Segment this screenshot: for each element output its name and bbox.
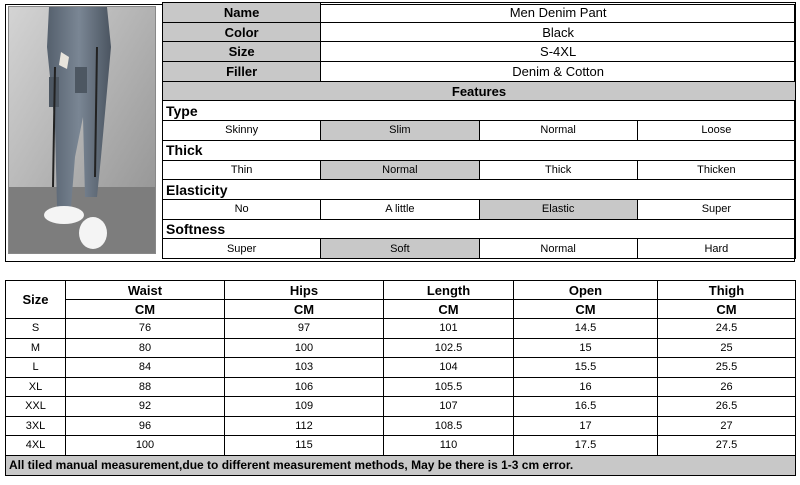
measurement-cell: 84 [66,358,225,378]
size-row [6,397,796,417]
measurement-cell: 26 [658,377,796,397]
measurement-cell: 76 [66,319,225,339]
unit-label: CM [384,300,514,319]
measurement-cell: 15 [514,338,658,358]
feature-category: Thick [163,140,796,160]
unit-label: CM [658,300,796,319]
size-row [6,416,796,436]
feature-option: Normal [479,239,637,259]
spec-row [163,22,796,42]
size-label: 4XL [6,436,66,456]
measure-column-header: Waist [66,281,225,300]
measurement-cell: 103 [225,358,384,378]
spec-value: S-4XL [321,42,796,62]
spec-label: Name [163,3,321,23]
spec-row [163,42,796,62]
measurement-cell: 106 [225,377,384,397]
feature-category: Softness [163,219,796,239]
size-label: 3XL [6,416,66,436]
measure-column-header: Length [384,281,514,300]
unit-label: CM [514,300,658,319]
spec-label: Size [163,42,321,62]
measurement-cell: 108.5 [384,416,514,436]
unit-label: CM [66,300,225,319]
features-header: Features [163,81,796,101]
spec-row [163,3,796,23]
feature-option: Loose [637,121,795,141]
measurement-cell: 25.5 [658,358,796,378]
feature-option: Thin [163,160,321,180]
measurement-cell: 88 [66,377,225,397]
spec-label: Filler [163,62,321,82]
measure-column-header: Open [514,281,658,300]
feature-category: Elasticity [163,180,796,200]
feature-option: Thick [479,160,637,180]
measurement-cell: 104 [384,358,514,378]
spec-value: Denim & Cotton [321,62,796,82]
feature-option: Normal [321,160,479,180]
measurement-cell: 80 [66,338,225,358]
measurement-footnote: All tiled manual measurement,due to different measurement methods, May be there is 1-3 cm error. [6,455,796,475]
measurement-cell: 109 [225,397,384,417]
feature-option: Hard [637,239,795,259]
feature-option: Super [637,199,795,219]
measurement-cell: 101 [384,319,514,339]
measurement-cell: 17 [514,416,658,436]
measurement-cell: 115 [225,436,384,456]
spec-value: Men Denim Pant [321,3,796,23]
spec-table [162,2,796,259]
size-label: XXL [6,397,66,417]
measurement-cell: 100 [66,436,225,456]
measurement-cell: 17.5 [514,436,658,456]
measurement-cell: 96 [66,416,225,436]
unit-label: CM [225,300,384,319]
measure-column-header: Thigh [658,281,796,300]
feature-option: No [163,199,321,219]
product-photo [8,6,156,254]
measurement-cell: 107 [384,397,514,417]
spec-row [163,62,796,82]
size-row [6,377,796,397]
feature-option: Slim [321,121,479,141]
feature-option: Normal [479,121,637,141]
measurement-cell: 102.5 [384,338,514,358]
size-row [6,436,796,456]
measurement-cell: 110 [384,436,514,456]
size-row [6,319,796,339]
feature-category: Type [163,101,796,121]
measure-column-header: Hips [225,281,384,300]
feature-option: Elastic [479,199,637,219]
measurement-cell: 24.5 [658,319,796,339]
feature-option: Soft [321,239,479,259]
size-column-header: Size [6,281,66,319]
feature-option: Super [163,239,321,259]
size-label: S [6,319,66,339]
size-label: L [6,358,66,378]
measurement-cell: 15.5 [514,358,658,378]
size-row [6,338,796,358]
measurement-cell: 14.5 [514,319,658,339]
spec-value: Black [321,22,796,42]
measurement-cell: 25 [658,338,796,358]
measurement-cell: 26.5 [658,397,796,417]
measurement-cell: 27 [658,416,796,436]
measurement-cell: 105.5 [384,377,514,397]
measurement-cell: 100 [225,338,384,358]
spec-label: Color [163,22,321,42]
feature-option: Skinny [163,121,321,141]
size-table [5,280,796,476]
measurement-cell: 92 [66,397,225,417]
measurement-cell: 16 [514,377,658,397]
size-label: XL [6,377,66,397]
measurement-cell: 112 [225,416,384,436]
feature-option: Thicken [637,160,795,180]
measurement-cell: 16.5 [514,397,658,417]
size-row [6,358,796,378]
size-label: M [6,338,66,358]
measurement-cell: 97 [225,319,384,339]
feature-option: A little [321,199,479,219]
measurement-cell: 27.5 [658,436,796,456]
jeans-model-image [9,7,155,253]
